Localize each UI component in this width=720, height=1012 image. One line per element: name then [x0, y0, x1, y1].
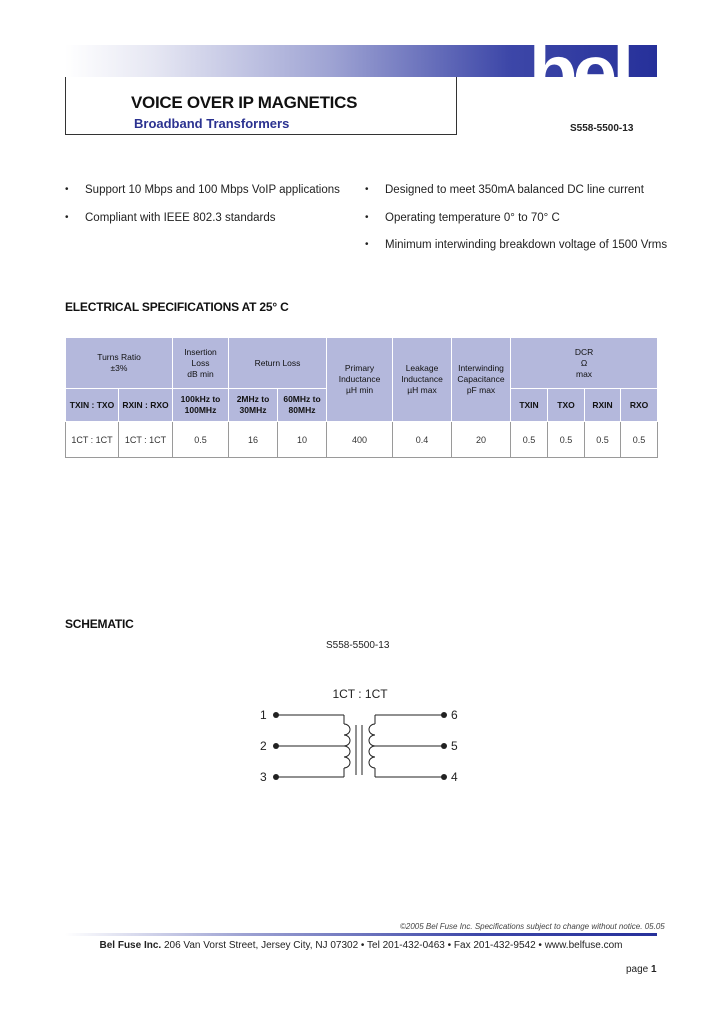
header-line: µH min — [345, 385, 374, 395]
col-dcr — [511, 338, 658, 389]
header-line: 80MHz — [288, 405, 316, 415]
cell-return-loss-1: 16 — [229, 422, 278, 458]
header-line: Turns Ratio — [97, 352, 141, 362]
header-line: Primary — [344, 363, 375, 373]
header-line: 100MHz — [184, 405, 217, 415]
pin-dot-4 — [441, 774, 447, 780]
pin-dot-2 — [273, 743, 279, 749]
pin-label-2: 2 — [260, 739, 267, 753]
pin-label-1: 1 — [260, 708, 267, 722]
feature-text: Minimum interwinding breakdown voltage of 1500 Vrms — [385, 239, 668, 251]
spec-table — [65, 337, 658, 458]
header-line: dB min — [187, 368, 214, 379]
cell-dcr-rxo: 0.5 — [621, 422, 658, 458]
schematic-heading: SCHEMATIC — [65, 617, 134, 631]
header-line: µH max — [407, 385, 437, 395]
feature-item — [365, 239, 668, 251]
cell-insertion-loss: 0.5 — [173, 422, 229, 458]
col-turns-ratio — [66, 338, 173, 389]
header-line: Interwinding — [458, 363, 504, 373]
pin-dot-1 — [273, 712, 279, 718]
pin-label-4: 4 — [451, 770, 458, 784]
cell-leakage-inductance: 0.4 — [393, 422, 452, 458]
subcol-dcr-rxin: RXIN — [585, 389, 621, 422]
header-line: Loss — [191, 357, 210, 368]
bullet-icon: • — [65, 184, 69, 195]
subcol-return-range-1 — [229, 389, 278, 422]
transformer-schematic — [240, 685, 480, 795]
feature-text: Support 10 Mbps and 100 Mbps VoIP applications — [85, 184, 340, 196]
cell-txin-txo: 1CT : 1CT — [66, 422, 119, 458]
part-number: S558-5500-13 — [570, 123, 634, 134]
subcol-rxin-rxo: RXIN : RXO — [119, 389, 173, 422]
page-title: VOICE OVER IP MAGNETICS — [131, 93, 358, 112]
pin-label-6: 6 — [451, 708, 458, 722]
subcol-dcr-rxo: RXO — [621, 389, 658, 422]
col-return-loss: Return Loss — [229, 338, 327, 389]
ratio-label: 1CT : 1CT — [332, 687, 388, 701]
subcol-dcr-txin: TXIN — [511, 389, 548, 422]
col-interwinding-capacitance — [452, 338, 511, 422]
bel-logo: bel — [528, 28, 630, 117]
pin-label-5: 5 — [451, 739, 458, 753]
header-line: 60MHz to — [283, 394, 321, 404]
bullet-icon: • — [365, 212, 369, 223]
subcol-dcr-txo: TXO — [548, 389, 585, 422]
cell-dcr-rxin: 0.5 — [585, 422, 621, 458]
bullet-icon: • — [65, 212, 69, 223]
cell-dcr-txin: 0.5 — [511, 422, 548, 458]
feature-item — [365, 184, 644, 196]
col-leakage-inductance — [393, 338, 452, 422]
feature-item — [65, 212, 276, 224]
header-line: DCR — [574, 346, 594, 357]
feature-item — [65, 184, 340, 196]
header-line: Ω — [580, 357, 588, 368]
table-row — [66, 422, 658, 458]
pin-label-3: 3 — [260, 770, 267, 784]
header-line: Leakage — [405, 363, 439, 373]
pin-dot-6 — [441, 712, 447, 718]
header-line: max — [575, 368, 593, 379]
copyright-notice: ©2005 Bel Fuse Inc. Specifications subject to change without notice. 05.05 — [400, 922, 665, 931]
header-line: 30MHz — [239, 405, 267, 415]
header-line: Inductance — [401, 374, 443, 384]
table-header-row — [66, 338, 658, 389]
header-line: 100kHz to — [180, 394, 221, 404]
page-number-label — [626, 964, 657, 975]
company-address: 206 Van Vorst Street, Jersey City, NJ 07302 • Tel 201-432-0463 • Fax 201-432-9542 • www.belfuse.com — [163, 940, 623, 951]
header-line: Insertion — [184, 346, 217, 357]
col-primary-inductance — [327, 338, 393, 422]
feature-item — [365, 212, 560, 224]
bullet-icon: • — [365, 239, 369, 250]
subcol-insertion-range — [173, 389, 229, 422]
electrical-heading: ELECTRICAL SPECIFICATIONS AT 25° C — [65, 300, 289, 314]
col-insertion-loss — [173, 338, 229, 389]
page-subtitle: Broadband Transformers — [134, 116, 290, 131]
schematic-part-label: S558-5500-13 — [326, 640, 390, 651]
pin-dot-5 — [441, 743, 447, 749]
header-line: pF max — [466, 385, 496, 395]
header-line: Capacitance — [457, 374, 505, 384]
feature-text: Compliant with IEEE 802.3 standards — [85, 212, 276, 224]
header-line: 2MHz to — [236, 394, 270, 404]
page-number: 1 — [651, 964, 657, 975]
subcol-return-range-2 — [278, 389, 327, 422]
secondary-coil — [369, 724, 375, 768]
company-name: Bel Fuse Inc. — [99, 940, 162, 951]
page-word: page — [626, 964, 649, 975]
feature-text: Designed to meet 350mA balanced DC line current — [385, 184, 644, 196]
header-line: Inductance — [338, 374, 381, 384]
cell-dcr-txo: 0.5 — [548, 422, 585, 458]
cell-primary-inductance: 400 — [327, 422, 393, 458]
cell-return-loss-2: 10 — [278, 422, 327, 458]
footer-address-line — [65, 940, 657, 951]
pin-dot-3 — [273, 774, 279, 780]
cell-rxin-rxo: 1CT : 1CT — [119, 422, 173, 458]
primary-coil — [344, 724, 350, 768]
header-line: ±3% — [110, 363, 128, 373]
bullet-icon: • — [365, 184, 369, 195]
cell-interwinding-capacitance: 20 — [452, 422, 511, 458]
feature-text: Operating temperature 0° to 70° C — [385, 212, 560, 224]
footer-rule — [65, 933, 657, 936]
subcol-txin-txo: TXIN : TXO — [66, 389, 119, 422]
